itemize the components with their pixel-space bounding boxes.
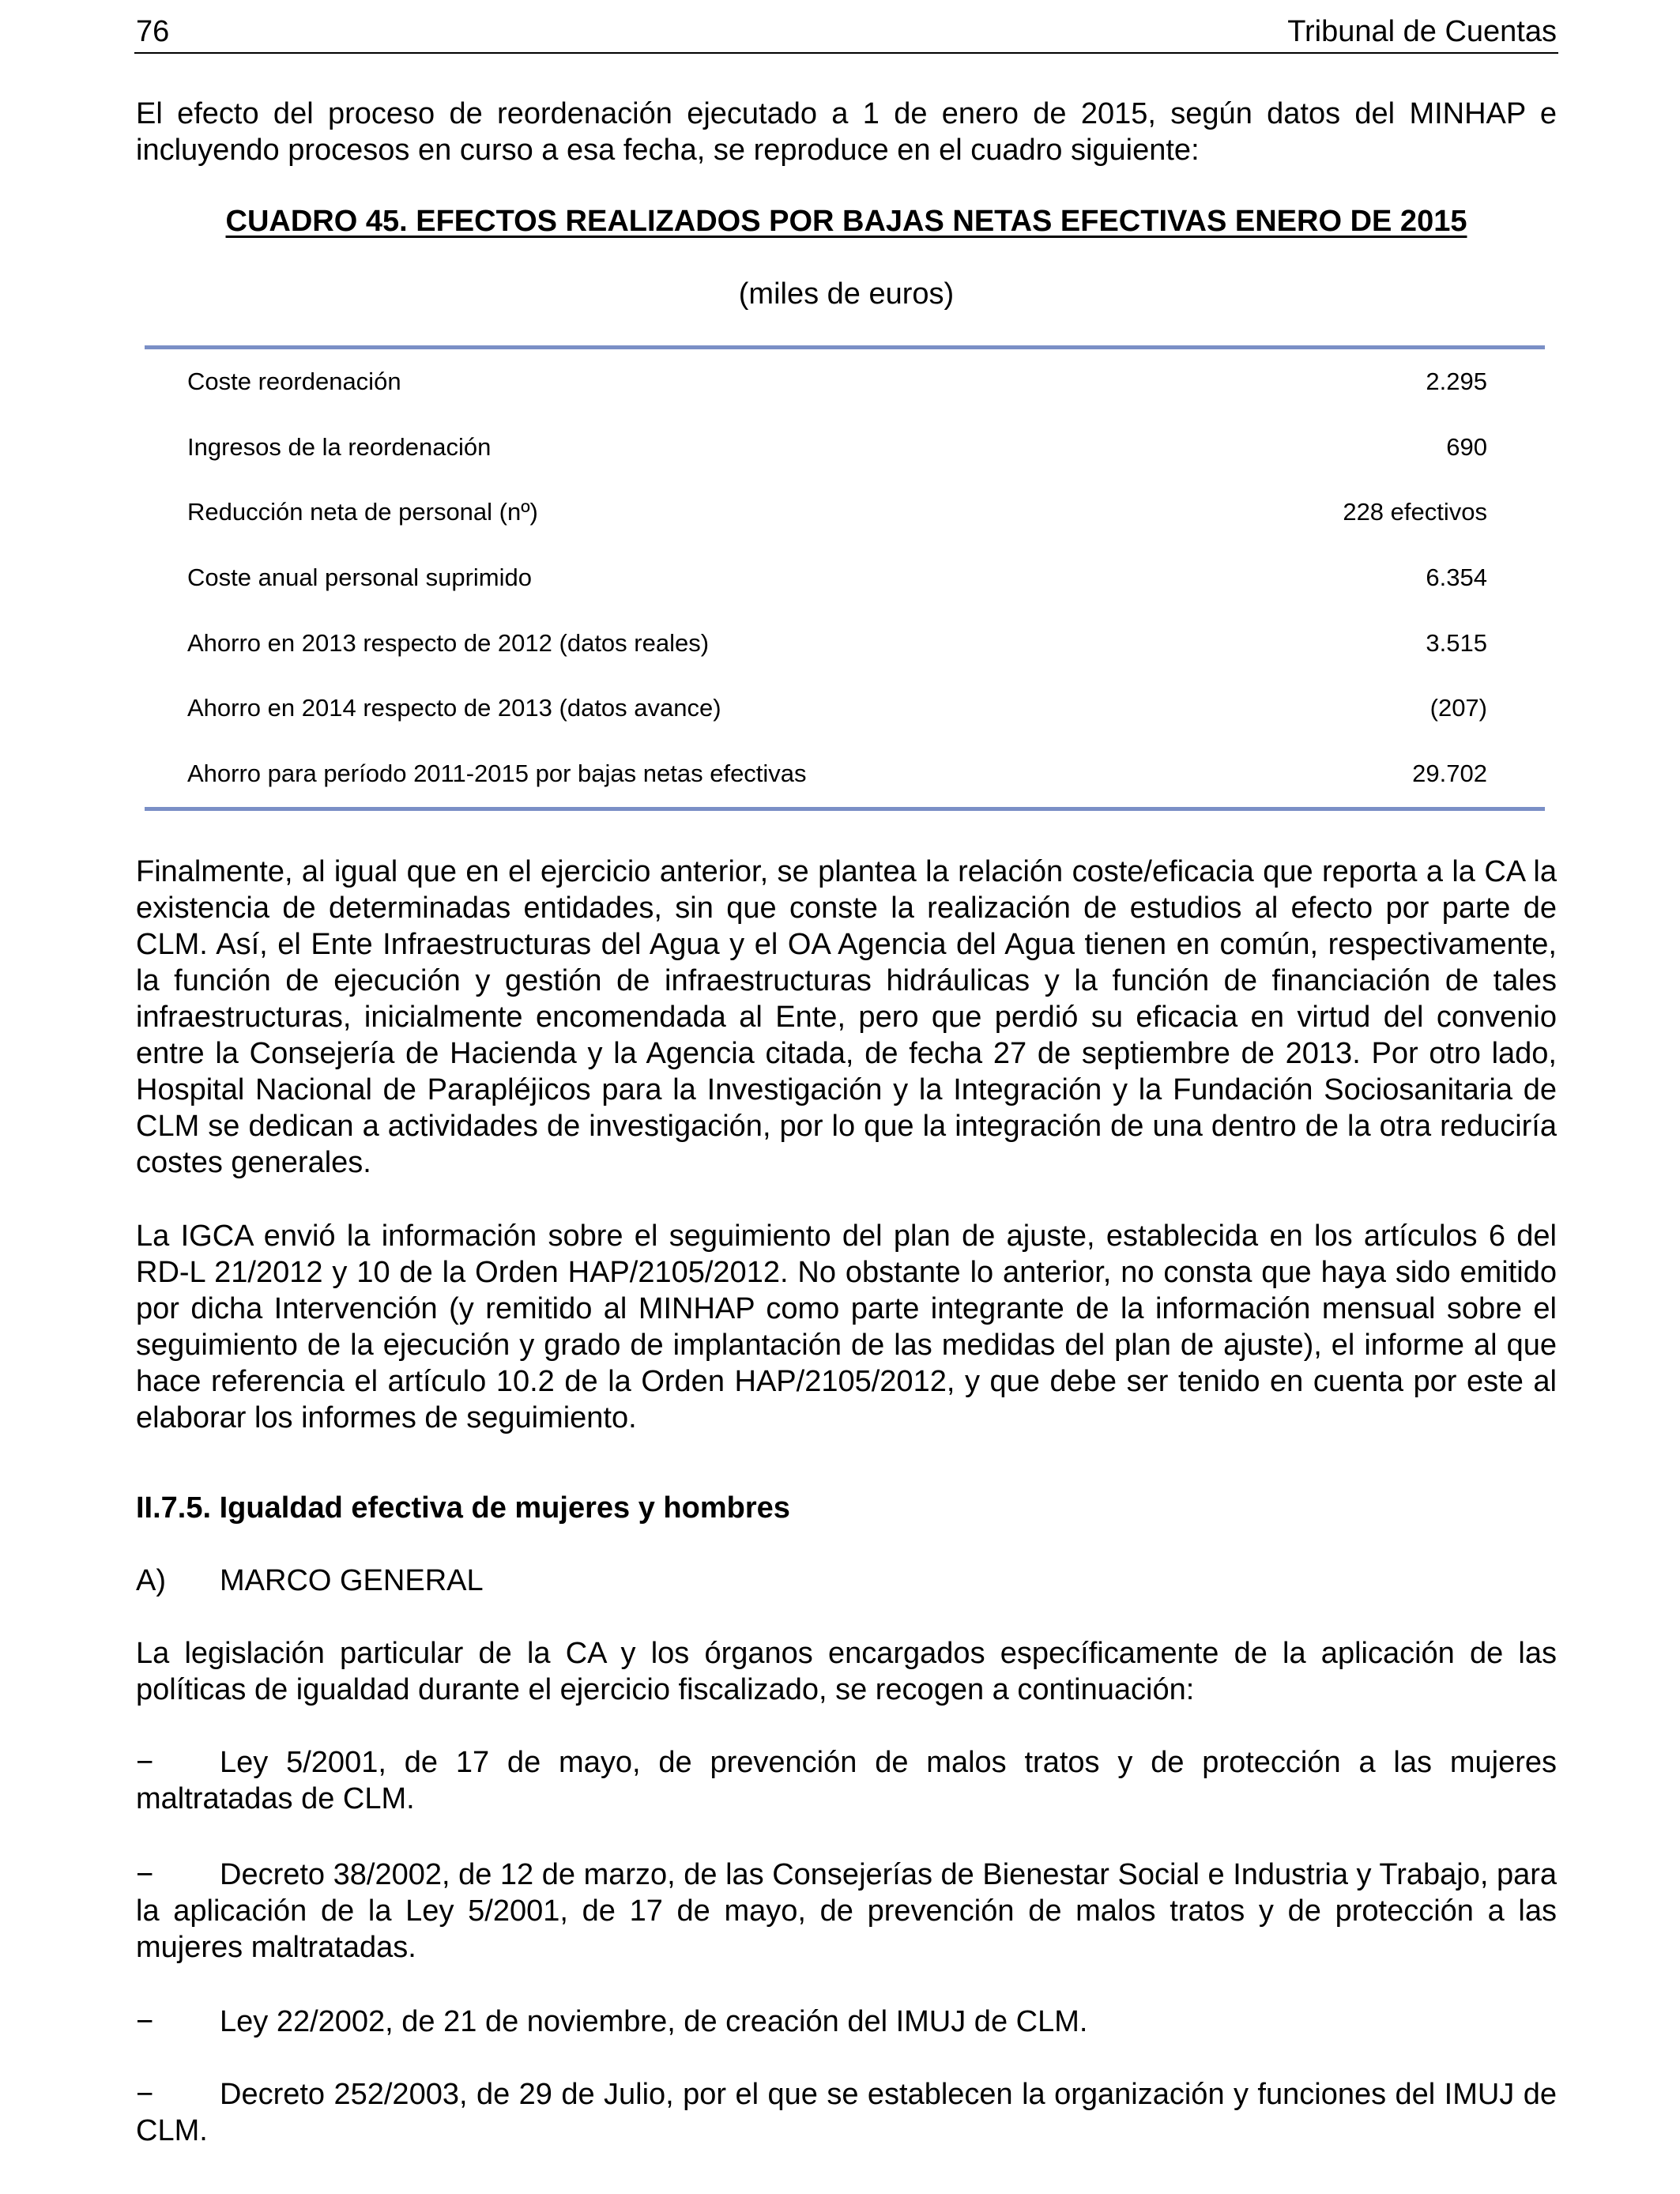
data-table <box>187 349 1487 807</box>
paragraph-legislation-intro: La legislación particular de la CA y los órganos encargados específicamente de la aplicación de las políticas de igualdad durante el ejercicio fiscalizado, se recogen a continuación: <box>136 1637 1557 1706</box>
section-heading: II.7.5. Igualdad efectiva de mujeres y hombres <box>136 1491 790 1525</box>
table-row <box>187 480 1487 545</box>
paragraph-cost-efficiency: Finalmente, al igual que en el ejercicio anterior, se plantea la relación coste/eficacia que reporta a la CA la existencia de determinadas entidades, sin que conste la realización de estudios al efecto por parte de CLM. Así, el Ente Infraestructuras del Agua y el OA Agencia del Agua tienen en común, respectivamente, la función de ejecución y gestión de infraestructuras hidráulicas y la función de financiación de tales infraestructuras, inicialmente encomendada al Ente, pero que perdió su eficacia en virtud del convenio entre la Consejería de Hacienda y la Agencia citada, de fecha 27 de septiembre de 2013. Por otro lado, Hospital Nacional de Parapléjicos para la Investigación y la Integración y la Fundación Sociosanitaria de CLM se dedican a actividades de investigación, por lo que la integración de una dentro de la otra reduciría costes generales. <box>136 855 1557 1179</box>
intro-paragraph: El efecto del proceso de reordenación ejecutado a 1 de enero de 2015, según datos del MINHAP e incluyendo procesos en curso a esa fecha, se reproduce en el cuadro siguiente: <box>136 97 1557 167</box>
row-label: Coste anual personal suprimido <box>187 564 532 592</box>
row-value: 6.354 <box>1426 564 1487 592</box>
list-item <box>136 2076 1557 2149</box>
table-row <box>187 415 1487 481</box>
bullet-marker: − <box>136 1858 154 1891</box>
row-label: Ahorro en 2014 respecto de 2013 (datos avance) <box>187 694 721 722</box>
list-item <box>136 2004 1557 2040</box>
bullet-marker: − <box>136 2005 154 2038</box>
table-row <box>187 349 1487 415</box>
list-item-text: Ley 22/2002, de 21 de noviembre, de creación del IMUJ de CLM. <box>220 2005 1088 2038</box>
row-value: 690 <box>1446 432 1487 461</box>
running-title: Tribunal de Cuentas <box>1287 15 1557 48</box>
list-item <box>136 1857 1557 1966</box>
list-item-text: Decreto 252/2003, de 29 de Julio, por el que se establecen la organización y funciones del IMUJ de CLM. <box>136 2078 1557 2147</box>
subsection-title: MARCO GENERAL <box>220 1564 484 1597</box>
subsection-heading <box>136 1563 484 1599</box>
row-label: Ahorro para período 2011-2015 por bajas netas efectivas <box>187 760 807 788</box>
table-row <box>187 611 1487 677</box>
table-row <box>187 741 1487 807</box>
page-number: 76 <box>136 15 170 48</box>
row-label: Ingresos de la reordenación <box>187 432 492 461</box>
row-value: 2.295 <box>1426 368 1487 395</box>
row-value: 3.515 <box>1426 628 1487 657</box>
list-item-text: Decreto 38/2002, de 12 de marzo, de las Consejerías de Bienestar Social e Industria y Trabajo, para la aplicación de la Ley 5/2001, de 17 de mayo, de prevención de malos tratos y de protección a las mujeres maltratadas. <box>136 1858 1557 1964</box>
row-value: 29.702 <box>1412 760 1487 788</box>
row-label: Reducción neta de personal (nº) <box>187 498 538 526</box>
running-header <box>134 14 1558 54</box>
row-value: 228 efectivos <box>1343 498 1487 526</box>
table-title <box>136 203 1557 239</box>
row-value: (207) <box>1430 694 1487 722</box>
row-label: Coste reordenación <box>187 368 401 395</box>
subsection-letter: A) <box>136 1564 166 1597</box>
row-label: Ahorro en 2013 respecto de 2012 (datos reales) <box>187 628 710 657</box>
paragraph-igca: La IGCA envió la información sobre el seguimiento del plan de ajuste, establecida en los artículos 6 del RD-L 21/2012 y 10 de la Orden HAP/2105/2012. No obstante lo anterior, no consta que haya sido emitido por dicha Intervención (y remitido al MINHAP como parte integrante de la información mensual sobre el seguimiento de la ejecución y grado de implantación de las medidas del plan de ajuste), el informe al que hace referencia el artículo 10.2 de la Orden HAP/2105/2012, y que debe ser tenido en cuenta por este al elaborar los informes de seguimiento. <box>136 1220 1557 1434</box>
table-row <box>187 676 1487 741</box>
table-title-text: CUADRO 45. EFECTOS REALIZADOS POR BAJAS NETAS EFECTIVAS ENERO DE 2015 <box>225 205 1467 238</box>
bullet-marker: − <box>136 2078 154 2111</box>
list-item <box>136 1744 1557 1817</box>
table-row <box>187 545 1487 611</box>
table-units: (miles de euros) <box>738 277 955 311</box>
list-item-text: Ley 5/2001, de 17 de mayo, de prevención de malos tratos y de protección a las mujeres maltratadas de CLM. <box>136 1746 1557 1815</box>
table-bottom-rule <box>145 807 1545 811</box>
bullet-marker: − <box>136 1746 154 1779</box>
